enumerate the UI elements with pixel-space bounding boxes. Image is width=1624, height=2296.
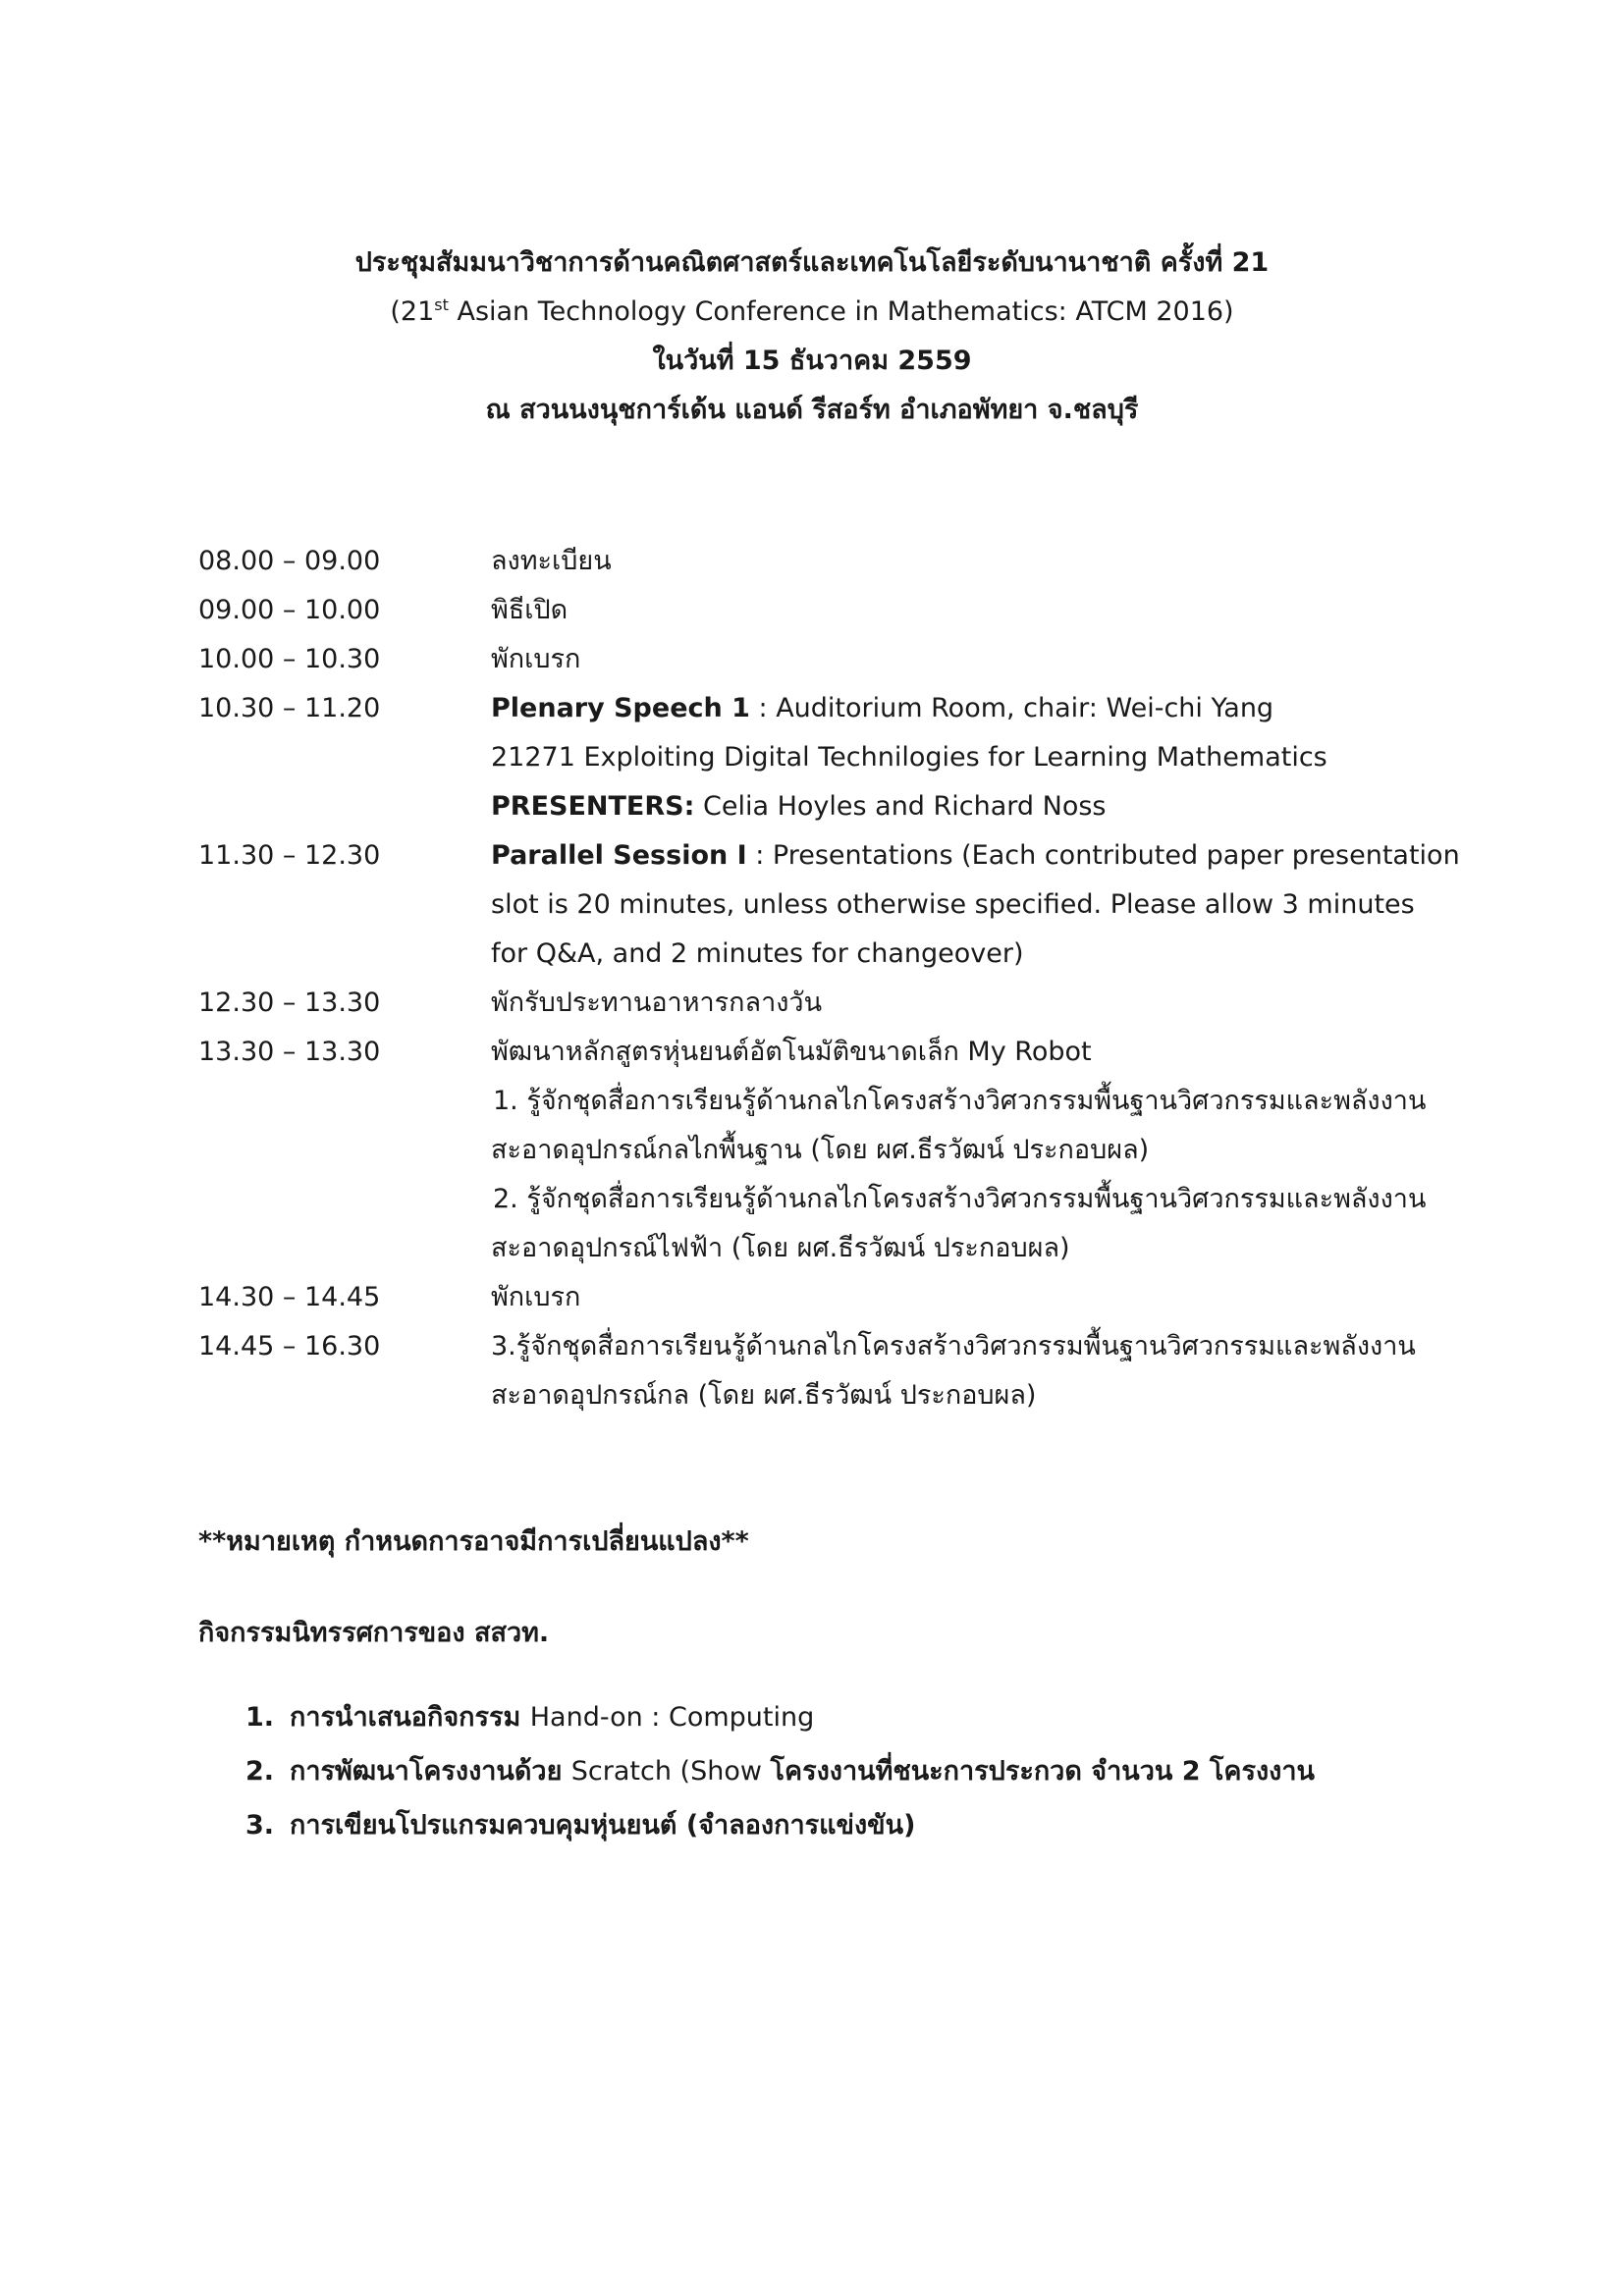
list-item-thai: การพัฒนาโครงงานด้วย xyxy=(290,1756,571,1787)
session-info-line: slot is 20 minutes, unless otherwise specified. Please allow 3 minutes xyxy=(491,889,1415,920)
schedule-detail xyxy=(491,979,1455,1028)
list-item-number: 2. xyxy=(245,1756,275,1787)
schedule-time: 12.30 – 13.30 xyxy=(198,988,381,1018)
presenters-line xyxy=(491,782,1455,831)
list-item xyxy=(245,1798,1315,1852)
exhibition-title: กิจกรรมนิทรรศการของ สสวท. xyxy=(198,1618,550,1648)
list-item-tail: โครงงานที่ชนะการประกวด จำนวน 2 โครงงาน xyxy=(770,1756,1315,1787)
schedule-row xyxy=(198,635,1455,684)
subtitle-rest: Asian Technology Conference in Mathematics: ATCM 2016) xyxy=(448,296,1234,327)
session-label: Parallel Session I xyxy=(491,840,747,871)
schedule-text: สะอาดอุปกรณ์กลไกพื้นฐาน (โดย ผศ.ธีรวัฒน์ ประกอบผล) xyxy=(491,1135,1150,1165)
document-header xyxy=(0,239,1624,435)
session-info-line: for Q&A, and 2 minutes for changeover) xyxy=(491,938,1024,969)
plenary-talk-title: 21271 Exploiting Digital Technilogies for Learning Mathematics xyxy=(491,742,1327,773)
schedule-row xyxy=(198,1322,1455,1420)
conference-title-english xyxy=(0,288,1624,337)
schedule-detail xyxy=(491,537,1455,586)
list-item-latin: Hand-on : Computing xyxy=(529,1702,815,1733)
schedule-time: 10.30 – 11.20 xyxy=(198,693,381,723)
plenary-line xyxy=(491,684,1455,733)
schedule-detail xyxy=(491,1322,1455,1420)
session-info: : Presentations (Each contributed paper presentation xyxy=(746,840,1460,871)
list-item xyxy=(245,1744,1315,1798)
schedule-row xyxy=(198,1273,1455,1322)
schedule-row-plenary xyxy=(198,684,1455,831)
schedule-detail xyxy=(491,635,1455,684)
schedule-time: 14.30 – 14.45 xyxy=(198,1282,381,1312)
list-item-text xyxy=(290,1744,1315,1798)
schedule-detail xyxy=(491,586,1455,635)
schedule-time: 09.00 – 10.00 xyxy=(198,595,381,625)
schedule-text: 1. รู้จักชุดสื่อการเรียนรู้ด้านกลไกโครงสร้างวิศวกรรมพื้นฐานวิศวกรรมและพลังงาน xyxy=(493,1086,1427,1116)
conference-title-thai: ประชุมสัมมนาวิชาการด้านคณิตศาสตร์และเทคโนโลยีระดับนานาชาติ ครั้งที่ 21 xyxy=(354,247,1270,278)
plenary-label: Plenary Speech 1 xyxy=(491,693,750,723)
schedule-table xyxy=(198,537,1460,1420)
exhibition-list xyxy=(245,1690,1315,1852)
conference-venue: ณ สวนนงนุชการ์เด้น แอนด์ รีสอร์ท อำเภอพัทยา จ.ชลบุรี xyxy=(485,395,1139,425)
schedule-detail xyxy=(491,831,1460,979)
schedule-text: สะอาดอุปกรณ์ไฟฟ้า (โดย ผศ.ธีรวัฒน์ ประกอบผล) xyxy=(491,1233,1070,1263)
list-item-latin: Scratch (Show xyxy=(570,1756,771,1787)
schedule-change-note: **หมายเหตุ กำหนดการอาจมีการเปลี่ยนแปลง** xyxy=(198,1526,749,1557)
presenters-label: PRESENTERS: xyxy=(491,791,695,822)
plenary-info: : Auditorium Room, chair: Wei-chi Yang xyxy=(749,693,1274,723)
schedule-time: 11.30 – 12.30 xyxy=(198,840,381,871)
list-item xyxy=(245,1690,1315,1744)
schedule-row-robot xyxy=(198,1028,1455,1273)
list-item-text xyxy=(290,1690,814,1744)
schedule-time: 10.00 – 10.30 xyxy=(198,644,381,674)
conference-date: ในวันที่ 15 ธันวาคม 2559 xyxy=(652,346,972,376)
schedule-detail xyxy=(491,1028,1455,1273)
schedule-text: พิธีเปิด xyxy=(491,595,568,625)
schedule-row xyxy=(198,586,1455,635)
schedule-detail xyxy=(491,1273,1455,1322)
list-item-number: 3. xyxy=(245,1810,275,1841)
schedule-text: พักรับประทานอาหารกลางวัน xyxy=(491,988,823,1018)
schedule-row-parallel xyxy=(198,831,1460,979)
schedule-text: ลงทะเบียน xyxy=(491,546,612,576)
list-item-number: 1. xyxy=(245,1702,275,1733)
list-item-thai: การเขียนโปรแกรมควบคุมหุ่นยนต์ (จำลองการแข่งขัน) xyxy=(290,1810,916,1841)
schedule-text: 2. รู้จักชุดสื่อการเรียนรู้ด้านกลไกโครงสร้างวิศวกรรมพื้นฐานวิศวกรรมและพลังงาน xyxy=(493,1184,1427,1214)
schedule-row xyxy=(198,537,1455,586)
session-line xyxy=(491,831,1460,881)
schedule-text: พักเบรก xyxy=(491,644,581,674)
subtitle-open: (21 xyxy=(390,296,435,327)
schedule-text: สะอาดอุปกรณ์กล (โดย ผศ.ธีรวัฒน์ ประกอบผล) xyxy=(491,1380,1037,1411)
list-item-text xyxy=(290,1798,915,1852)
schedule-row xyxy=(198,979,1455,1028)
schedule-time: 14.45 – 16.30 xyxy=(198,1331,381,1362)
subtitle-ordinal-suffix: st xyxy=(434,295,449,314)
schedule-time: 08.00 – 09.00 xyxy=(198,546,381,576)
schedule-text: พักเบรก xyxy=(491,1282,581,1312)
schedule-text: พัฒนาหลักสูตรหุ่นยนต์อัตโนมัติขนาดเล็ก My Robot xyxy=(491,1037,1092,1067)
presenters-names: Celia Hoyles and Richard Noss xyxy=(694,791,1107,822)
schedule-time: 13.30 – 13.30 xyxy=(198,1037,381,1067)
schedule-detail xyxy=(491,684,1455,831)
schedule-text: 3.รู้จักชุดสื่อการเรียนรู้ด้านกลไกโครงสร้างวิศวกรรมพื้นฐานวิศวกรรมและพลังงาน xyxy=(491,1331,1416,1362)
list-item-thai: การนำเสนอกิจกรรม xyxy=(290,1702,530,1733)
